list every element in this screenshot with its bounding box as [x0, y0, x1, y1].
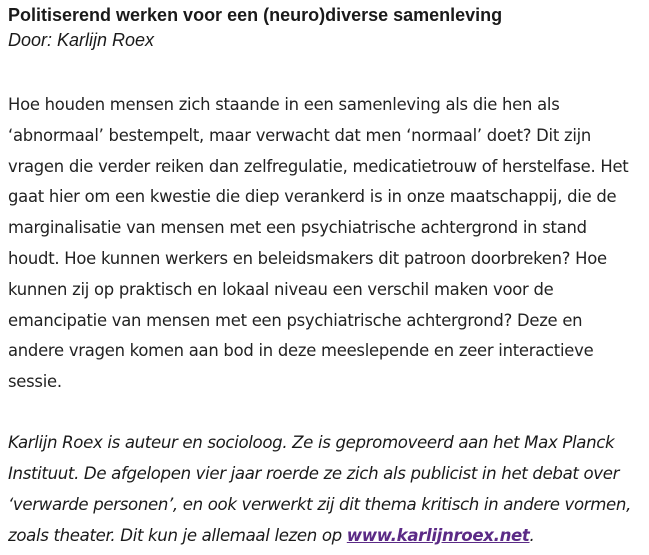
bio-end-punctuation: . — [529, 526, 535, 545]
author-bio — [8, 427, 648, 551]
description-line: Hoe houden mensen zich staande in een samenleving als die hen als — [8, 95, 560, 114]
description-line: andere vragen komen aan bod in deze meeslepende en zeer interactieve — [8, 341, 594, 361]
description-line: vragen die verder reiken dan zelfregulatie, medicatietrouw of herstelfase. Het — [8, 156, 629, 176]
article — [8, 0, 649, 545]
description-line: ‘abnormaal’ bestempelt, maar verwacht dat men ‘normaal’ doet? Dit zijn — [8, 125, 592, 145]
description-line: marginalisatie van mensen met een psychiatrische achtergrond in stand — [8, 218, 587, 238]
author-website-link[interactable]: www.karlijnroex.net — [346, 526, 530, 545]
article-author: Door: Karlijn Roex — [8, 30, 155, 50]
description-line: houdt. Hoe kunnen werkers en beleidsmakers dit patroon doorbreken? Hoe — [8, 248, 607, 268]
article-title: Politiserend werken voor een (neuro)diverse samenleving — [8, 5, 503, 25]
description-line: emancipatie van mensen met een psychiatrische achtergrond? Deze en — [8, 310, 583, 330]
bio-line: Karlijn Roex is auteur en socioloog. Ze is gepromoveerd aan het Max Planck — [8, 433, 615, 452]
description-line: gaat hier om een kwestie die diep verankerd is in onze maatschappij, die de — [8, 187, 617, 207]
bio-line-last — [8, 520, 648, 551]
description-line: kunnen zij op praktisch en lokaal niveau een verschil maken voor de — [8, 279, 554, 299]
bio-line: ‘verwarde personen’, en ook verwerkt zij dit thema kritisch in andere vormen, — [8, 495, 632, 514]
bio-line: Instituut. De afgelopen vier jaar roerde ze zich als publicist in het debat over — [8, 464, 620, 483]
description-line: sessie. — [8, 372, 62, 392]
article-description — [8, 90, 648, 398]
bio-line-text: zoals theater. Dit kun je allemaal lezen op — [8, 526, 342, 545]
